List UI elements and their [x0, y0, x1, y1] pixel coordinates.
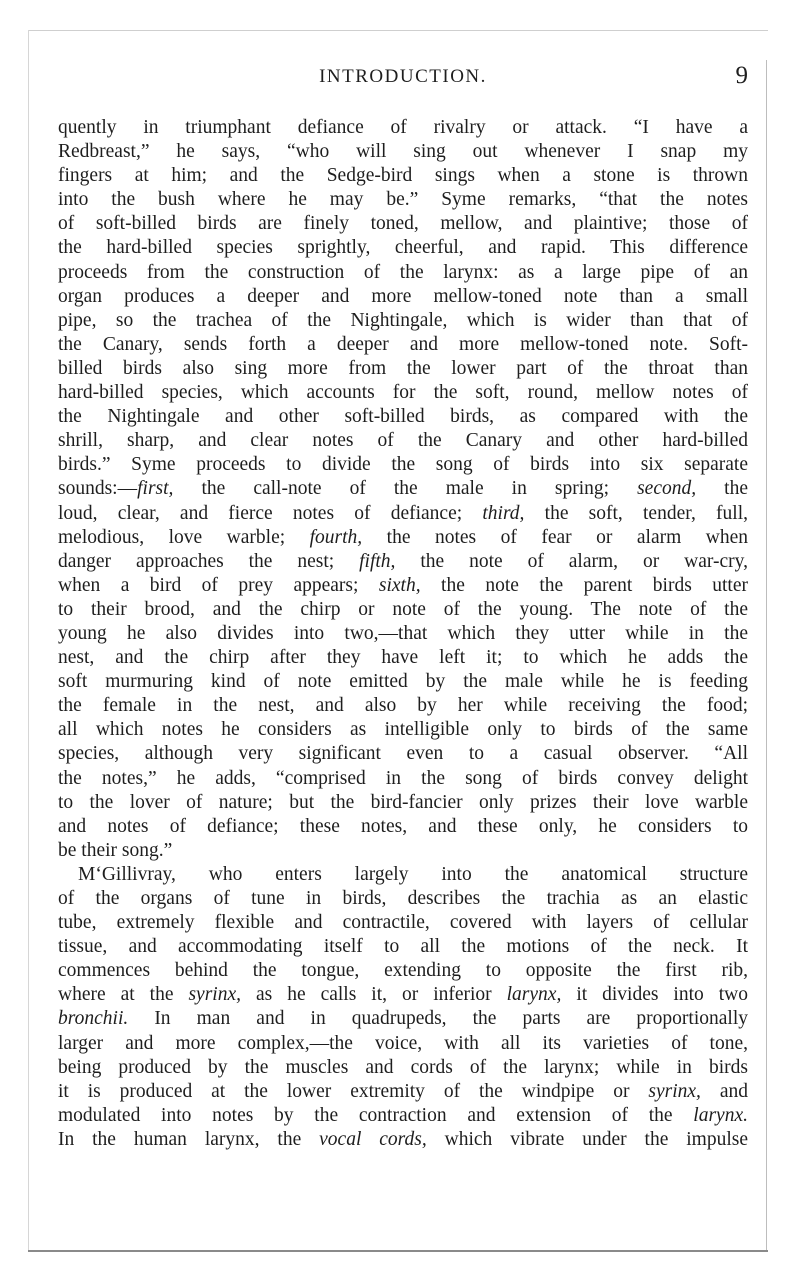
text-line — [58, 333, 748, 357]
text-line — [58, 261, 748, 285]
text-run: the call-note of the male in spring; — [173, 478, 638, 500]
text-run: danger approaches the nest; — [58, 550, 360, 572]
text-line — [58, 309, 748, 333]
text-run: the — [696, 478, 748, 500]
text-run: the notes,” he adds, “comprised in the song of birds convey delight — [58, 767, 748, 789]
italic-term: first, — [137, 478, 174, 500]
text-line — [58, 1056, 748, 1080]
italic-term: syrinx, — [648, 1080, 701, 1102]
text-line — [58, 694, 748, 718]
text-run: sounds:— — [58, 478, 138, 500]
text-line — [58, 1080, 748, 1104]
text-line — [58, 405, 748, 429]
italic-term: third, — [482, 502, 525, 524]
text-line — [58, 285, 748, 309]
text-line — [58, 502, 748, 526]
text-line — [58, 381, 748, 405]
text-run: birds.” Syme proceeds to divide the song of birds into six separate — [58, 454, 748, 476]
text-run: M‘Gillivray, who enters largely into the anatomical structure — [78, 863, 748, 885]
page-edge-left — [28, 30, 29, 1252]
italic-term: fourth, — [309, 526, 363, 548]
text-run: organ produces a deeper and more mellow-toned note than a small — [58, 285, 748, 307]
text-line — [58, 1104, 748, 1128]
text-run: the note of alarm, or war-cry, — [395, 550, 748, 572]
text-line — [58, 477, 748, 501]
text-line — [58, 212, 748, 236]
text-run: quently in triumphant defiance of rivalry or attack. “I have a — [58, 117, 748, 138]
text-line — [58, 357, 748, 381]
text-run: soft murmuring kind of note emitted by the male while he is feeding — [58, 671, 748, 693]
text-line — [58, 574, 748, 598]
italic-term: second, — [637, 478, 697, 500]
text-run: it is produced at the lower extremity of the windpipe or — [58, 1080, 649, 1102]
running-title: INTRODUCTION. — [319, 66, 487, 87]
page-header — [58, 62, 748, 102]
text-run: young he also divides into two,—that which they utter while in the — [58, 622, 748, 644]
text-run: hard-billed species, which accounts for the soft, round, mellow notes of — [58, 382, 748, 404]
text-line — [58, 164, 748, 188]
text-run: the note the parent birds utter — [420, 574, 748, 596]
text-line — [58, 453, 748, 477]
italic-term: fifth, — [359, 550, 396, 572]
text-run: tube, extremely flexible and contractile, covered with layers of cellular — [58, 912, 748, 934]
text-line — [58, 959, 748, 983]
text-line — [58, 742, 748, 766]
body-text — [58, 116, 748, 1152]
text-line — [58, 1128, 748, 1152]
text-run: and notes of defiance; these notes, and these only, he considers to — [58, 815, 748, 837]
text-run: In the human larynx, the — [58, 1128, 320, 1150]
text-line — [58, 526, 748, 550]
text-run: to the lover of nature; but the bird-fancier only prizes their love warble — [58, 791, 748, 813]
text-run: proceeds from the construction of the larynx: as a large pipe of an — [58, 261, 748, 283]
text-line — [58, 863, 748, 887]
italic-term: vocal cords, — [319, 1128, 427, 1150]
text-run: the hard-billed species sprightly, cheerful, and rapid. This difference — [58, 237, 748, 259]
italic-term: sixth, — [378, 574, 421, 596]
text-line — [58, 935, 748, 959]
text-line — [58, 598, 748, 622]
text-line — [58, 1032, 748, 1056]
text-run: of soft-billed birds are finely toned, mellow, and plaintive; those of — [58, 213, 748, 235]
text-line — [58, 911, 748, 935]
text-run: the Canary, sends forth a deeper and more mellow-toned note. Soft- — [58, 333, 748, 355]
text-run: larger and more complex,—the voice, with all its varieties of tone, — [58, 1032, 748, 1054]
italic-term: syrinx, — [188, 984, 241, 1006]
page-edge-right — [766, 60, 767, 1252]
text-run: modulated into notes by the contraction and extension of the — [58, 1104, 694, 1126]
text-run: fingers at him; and the Sedge-bird sings when a stone is thrown — [58, 165, 748, 187]
text-run: being produced by the muscles and cords of the larynx; while in birds — [58, 1056, 748, 1078]
text-run: pipe, so the trachea of the Nightingale, which is wider than that of — [58, 309, 748, 331]
page-edge-bottom — [28, 1250, 768, 1252]
text-run: where at the — [58, 984, 189, 1006]
page-number: 9 — [735, 62, 748, 89]
text-line — [58, 622, 748, 646]
text-line — [58, 550, 748, 574]
text-run: when a bird of prey appears; — [58, 574, 379, 596]
text-run: as he calls it, or inferior — [241, 984, 507, 1006]
text-run: melodious, love warble; — [58, 526, 310, 548]
text-run: loud, clear, and fierce notes of defiance; — [58, 502, 483, 524]
text-line — [58, 236, 748, 260]
text-run: into the bush where he may be.” Syme remarks, “that the notes — [58, 189, 748, 211]
text-line — [58, 670, 748, 694]
text-line — [58, 791, 748, 815]
text-line — [58, 116, 748, 140]
text-run: shrill, sharp, and clear notes of the Canary and other hard-billed — [58, 430, 748, 452]
text-run: the soft, tender, full, — [524, 502, 748, 524]
text-line — [58, 1007, 748, 1031]
text-run: which vibrate under the impulse — [426, 1128, 748, 1150]
text-line — [58, 429, 748, 453]
text-line — [58, 839, 748, 863]
text-run: In man and in quadrupeds, the parts are proportionally — [128, 1008, 748, 1030]
text-run: the notes of fear or alarm when — [362, 526, 748, 548]
text-line — [58, 887, 748, 911]
page-edge-top — [28, 30, 768, 31]
text-run: commences behind the tongue, extending to opposite the first rib, — [58, 960, 748, 982]
text-run: to their brood, and the chirp or note of the young. The note of the — [58, 598, 748, 620]
text-run: nest, and the chirp after they have left it; to which he adds the — [58, 647, 748, 669]
italic-term: larynx, — [506, 984, 562, 1006]
text-run: species, although very significant even to a casual observer. “All — [58, 743, 748, 765]
text-line — [58, 767, 748, 791]
text-run: the female in the nest, and also by her while receiving the food; — [58, 695, 748, 717]
text-line — [58, 646, 748, 670]
text-run: it divides into two — [561, 984, 748, 1006]
text-line — [58, 815, 748, 839]
text-run: tissue, and accommodating itself to all the motions of the neck. It — [58, 936, 748, 958]
text-run: of the organs of tune in birds, describes the trachia as an elastic — [58, 888, 748, 909]
italic-term: larynx. — [693, 1104, 748, 1126]
text-run: all which notes he considers as intelligible only to birds of the same — [58, 719, 748, 741]
text-run: Redbreast,” he says, “who will sing out whenever I snap my — [58, 141, 748, 163]
text-run: the Nightingale and other soft-billed birds, as compared with the — [58, 406, 748, 428]
text-line — [58, 718, 748, 742]
text-run: be their song.” — [58, 839, 173, 861]
text-line — [58, 188, 748, 212]
text-run: and — [700, 1080, 748, 1102]
text-line — [58, 983, 748, 1007]
text-line — [58, 140, 748, 164]
text-run: billed birds also sing more from the lower part of the throat than — [58, 357, 748, 379]
italic-term: bronchii. — [58, 1008, 129, 1030]
